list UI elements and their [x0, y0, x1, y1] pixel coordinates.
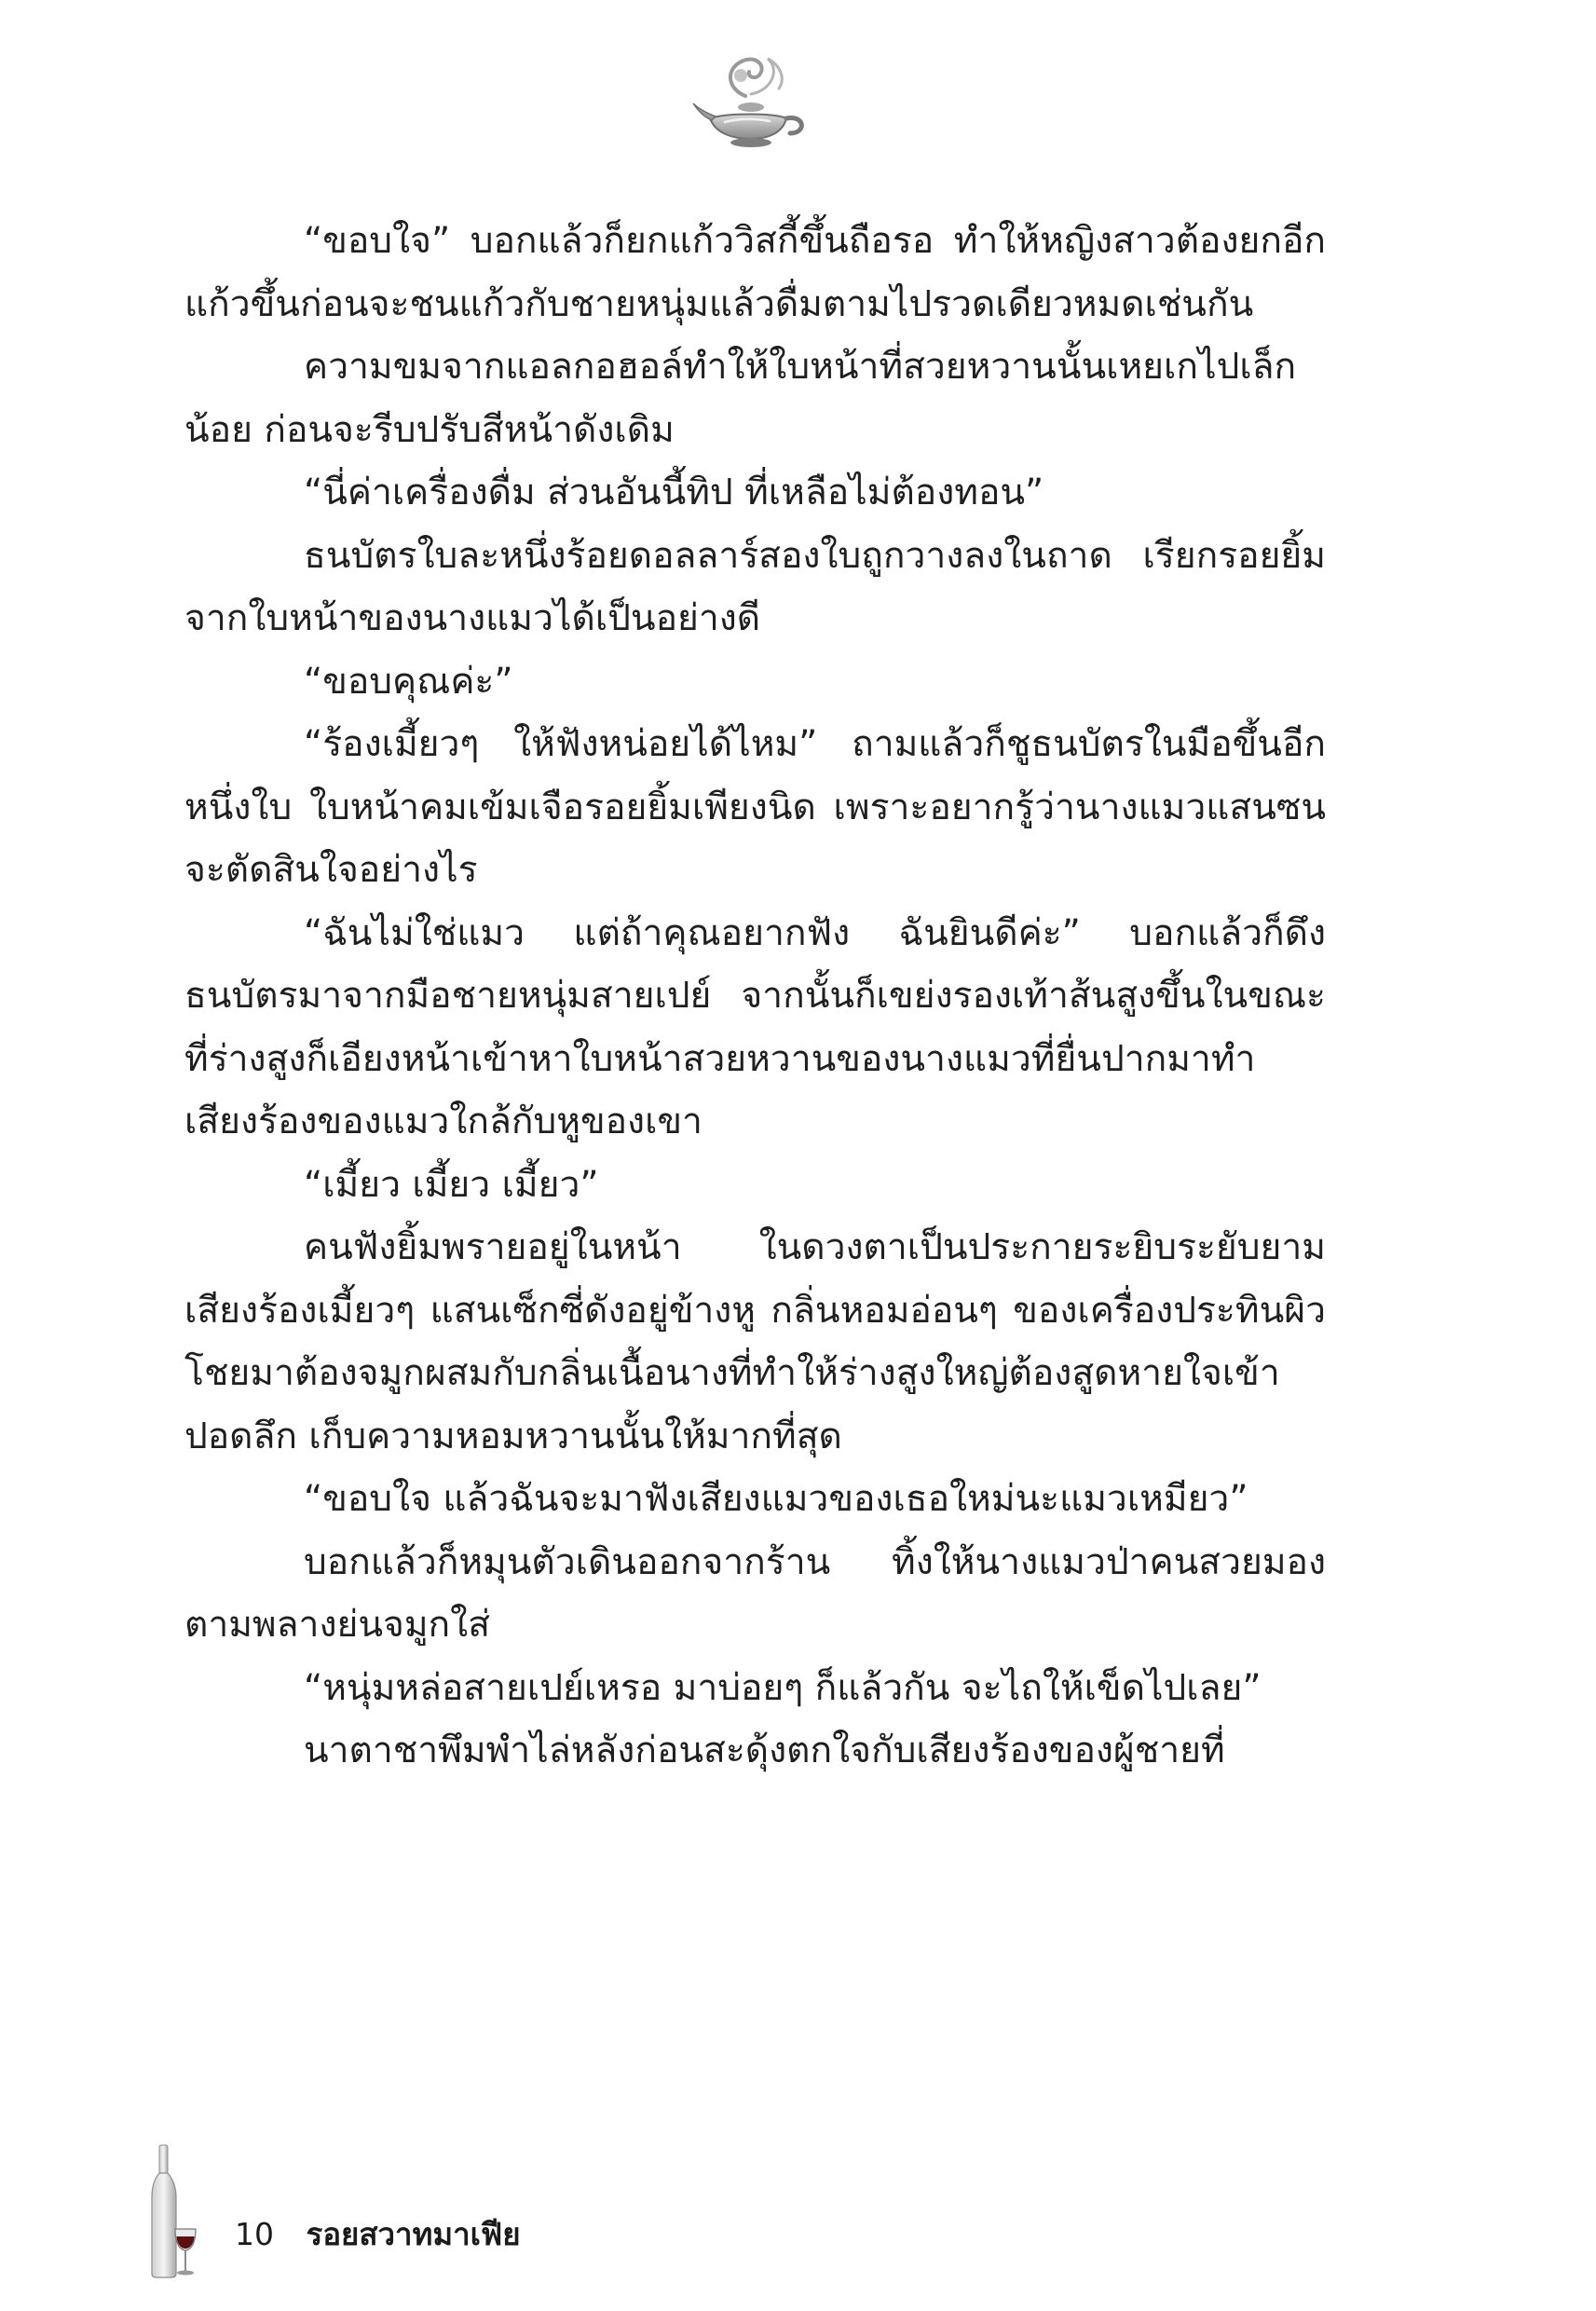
paragraph: “นี่ค่าเครื่องดื่ม ส่วนอันนี้ทิป ที่เหลือไม่ต้องทอน” — [304, 472, 1044, 513]
paragraph: บอกแล้วก็หมุนตัวเดินออกจากร้าน ทิ้งให้นางแมวป่าคนสวยมองตามพลางย่นจมูกใส่ — [184, 1540, 1326, 1646]
paragraph: “ขอบใจ” บอกแล้วก็ยกแก้ววิสกี้ขึ้นถือรอ ทำให้หญิงสาวต้องยกอีกแก้วขึ้นก่อนจะชนแก้วกับชายหนุ่มแล้วดื่มตามไปรวดเดียวหมดเช่นกัน — [184, 220, 1326, 325]
body-text — [184, 210, 1326, 1783]
paragraph: “เมี้ยว เมี้ยว เมี้ยว” — [304, 1163, 599, 1206]
paragraph: “ร้องเมี้ยวๆ ให้ฟังหน่อยได้ไหม” ถามแล้วก็ชูธนบัตรในมือขึ้นอีกหนึ่งใบ ใบหน้าคมเข้มเจือรอยยิ้มเพียงนิด เพราะอยากรู้ว่านางแมวแสนซนจะตัดสินใจอย่างไร — [184, 723, 1326, 891]
paragraph: คนฟังยิ้มพรายอยู่ในหน้า ในดวงตาเป็นประกายระยิบระยับยามเสียงร้องเมี้ยวๆ แสนเซ็กซี่ดังอยู่ข้างหู กลิ่นหอมอ่อนๆ ของเครื่องประทินผิวโชยมาต้องจมูกผสมกับกลิ่นเนื้อนางที่ทำให้ร่างสูงใหญ่ต้องสูดหายใจเข้าปอดลึก เก็บความหอมหวานนั้นให้มากที่สุด — [184, 1226, 1326, 1457]
paragraph: “ฉันไม่ใช่แมว แต่ถ้าคุณอยากฟัง ฉันยินดีค่ะ” บอกแล้วก็ดึงธนบัตรมาจากมือชายหนุ่มสายเปย์ จากนั้นก็เขย่งรองเท้าส้นสูงขึ้นในขณะที่ร่างสูงก็เอียงหน้าเข้าหาใบหน้าสวยหวานของนางแมวที่ยื่นปากมาทำเสียงร้องของแมวใกล้กับหูของเขา — [184, 911, 1326, 1142]
page-number: 10 — [235, 2216, 274, 2252]
paragraph: “ขอบใจ แล้วฉันจะมาฟังเสียงแมวของเธอใหม่นะแมวเหมียว” — [304, 1478, 1248, 1520]
paragraph: ธนบัตรใบละหนึ่งร้อยดอลลาร์สองใบถูกวางลงในถาด เรียกรอยยิ้มจากใบหน้าของนางแมวได้เป็นอย่างดี — [184, 534, 1326, 639]
wine-bottle-glass-icon — [151, 2143, 198, 2278]
page-footer — [235, 2216, 521, 2253]
paragraph: นาตาชาพึมพำไล่หลังก่อนสะดุ้งตกใจกับเสียงร้องของผู้ชายที่ — [304, 1730, 1225, 1771]
book-title: รอยสวาทมาเฟีย — [306, 2216, 521, 2252]
paragraph: “หนุ่มหล่อสายเปย์เหรอ มาบ่อยๆ ก็แล้วกัน จะไถให้เข็ดไปเลย” — [304, 1666, 1262, 1709]
paragraph: ความขมจากแอลกอฮอล์ทำให้ใบหน้าที่สวยหวานนั้นเหยเกไปเล็กน้อย ก่อนจะรีบปรับสีหน้าดังเดิม — [184, 346, 1297, 451]
paragraph: “ขอบคุณค่ะ” — [304, 660, 513, 703]
genie-lamp-icon — [689, 51, 815, 154]
